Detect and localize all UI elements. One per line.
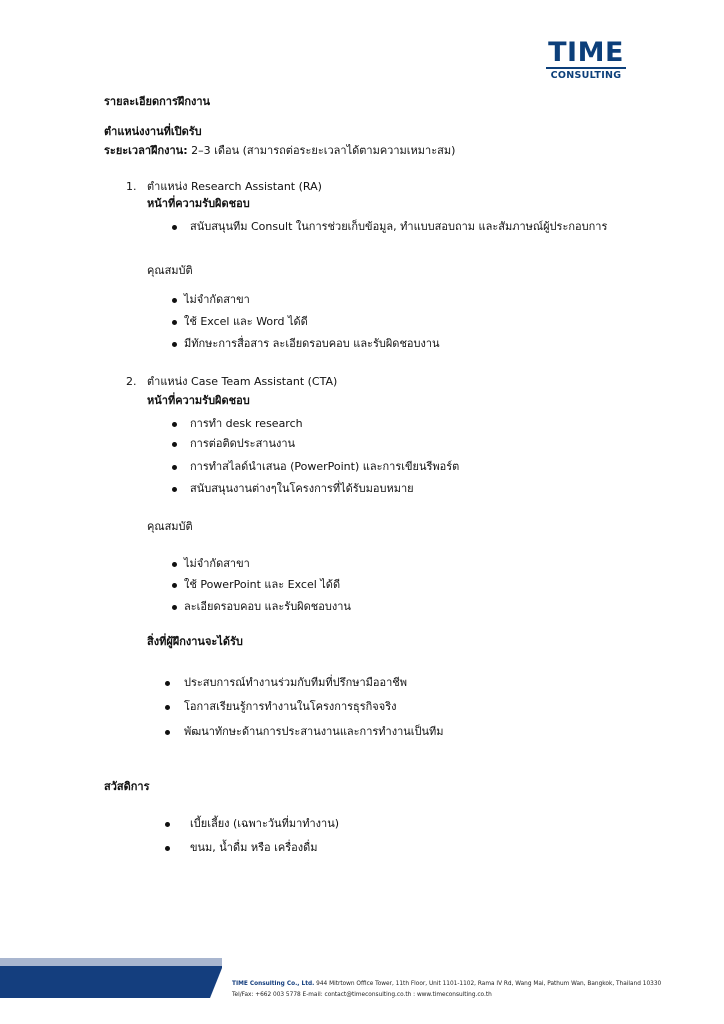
bullet-icon: [172, 605, 177, 610]
gain-item-2: โอกาสเรียนรู้การทำงานในโครงการธุรกิจจริง: [184, 700, 397, 713]
footer-address: 944 Mitrtown Office Tower, 11th Floor, Unit 1101-1102, Rama IV Rd, Wang Mai, Pathum Wan, Bangkok, Thailand 10330: [314, 981, 662, 987]
bullet-icon: [172, 487, 177, 492]
position-2-title: ตำแหน่ง Case Team Assistant (CTA): [147, 375, 338, 388]
open-positions-label: ตำแหน่งงานที่เปิดรับ: [104, 125, 202, 138]
document-heading: รายละเอียดการฝึกงาน: [104, 95, 211, 108]
position-1-number: 1.: [126, 180, 137, 193]
position-1-qualification-1: ไม่จำกัดสาขา: [184, 293, 250, 306]
bullet-icon: [172, 320, 177, 325]
duration-line: [104, 144, 455, 158]
bullet-icon: [172, 422, 177, 427]
duration-label: ระยะเวลาฝึกงาน:: [104, 144, 188, 157]
position-1-qualification-3: มีทักษะการสื่อสาร ละเอียดรอบคอบ และรับผิดชอบงาน: [184, 337, 440, 350]
position-2-qualification-2: ใช้ PowerPoint และ Excel ได้ดี: [184, 578, 341, 591]
logo-sub-text: CONSULTING: [546, 67, 626, 83]
bullet-icon: [165, 730, 170, 735]
company-logo: [546, 37, 626, 83]
footer-contact-line: Tel/Fax: +662 003 5778 E-mail: contact@timeconsulting.co.th : www.timeconsulting.co.th: [232, 992, 492, 998]
position-2-qualification-1: ไม่จำกัดสาขา: [184, 557, 250, 570]
position-2-qualifications-label: คุณสมบัติ: [147, 520, 193, 533]
footer-company-name: TIME Consulting Co., Ltd.: [232, 981, 315, 987]
position-2-responsibilities-label: หน้าที่ความรับผิดชอบ: [147, 394, 250, 407]
bullet-icon: [172, 465, 177, 470]
logo-main-text: TIME: [548, 37, 624, 68]
bullet-icon: [172, 562, 177, 567]
gains-label: สิ่งที่ผู้ฝึกงานจะได้รับ: [147, 635, 243, 648]
footer-main-bar: [0, 966, 222, 998]
position-1-title: ตำแหน่ง Research Assistant (RA): [147, 180, 322, 193]
position-2-responsibility-1: การทำ desk research: [190, 417, 303, 430]
position-1-responsibilities-label: หน้าที่ความรับผิดชอบ: [147, 197, 250, 210]
position-2-responsibility-2: การต่อติดประสานงาน: [190, 437, 296, 450]
duration-value: 2–3 เดือน (สามารถต่อระยะเวลาได้ตามความเหมาะสม): [187, 144, 456, 157]
bullet-icon: [172, 342, 177, 347]
position-2-qualification-3: ละเอียดรอบคอบ และรับผิดชอบงาน: [184, 600, 351, 613]
position-1-qualifications-label: คุณสมบัติ: [147, 264, 193, 277]
gain-item-3: พัฒนาทักษะด้านการประสานงานและการทำงานเป็นทีม: [184, 725, 444, 738]
position-2-responsibility-4: สนับสนุนงานต่างๆในโครงการที่ได้รับมอบหมาย: [190, 482, 414, 495]
bullet-icon: [172, 298, 177, 303]
position-1-responsibility-1: สนับสนุนทีม Consult ในการช่วยเก็บข้อมูล, ทำแบบสอบถาม และสัมภาษณ์ผู้ประกอบการ: [190, 220, 608, 233]
welfare-item-1: เบี้ยเลี้ยง (เฉพาะวันที่มาทำงาน): [190, 817, 340, 830]
footer-bar-slant: [210, 958, 226, 998]
position-1-qualification-2: ใช้ Excel และ Word ได้ดี: [184, 315, 308, 328]
position-2-number: 2.: [126, 375, 137, 388]
bullet-icon: [172, 225, 177, 230]
bullet-icon: [165, 681, 170, 686]
footer-address-line: [232, 980, 661, 988]
gain-item-1: ประสบการณ์ทำงานร่วมกับทีมที่ปรึกษามืออาชีพ: [184, 676, 408, 689]
welfare-label: สวัสดิการ: [104, 780, 150, 793]
bullet-icon: [165, 705, 170, 710]
bullet-icon: [165, 846, 170, 851]
bullet-icon: [172, 583, 177, 588]
welfare-item-2: ขนม, น้ำดื่ม หรือ เครื่องดื่ม: [190, 841, 318, 854]
footer-accent-bar: [0, 958, 222, 966]
bullet-icon: [172, 442, 177, 447]
bullet-icon: [165, 822, 170, 827]
position-2-responsibility-3: การทำสไลด์นำเสนอ (PowerPoint) และการเขียนรีพอร์ต: [190, 460, 460, 473]
